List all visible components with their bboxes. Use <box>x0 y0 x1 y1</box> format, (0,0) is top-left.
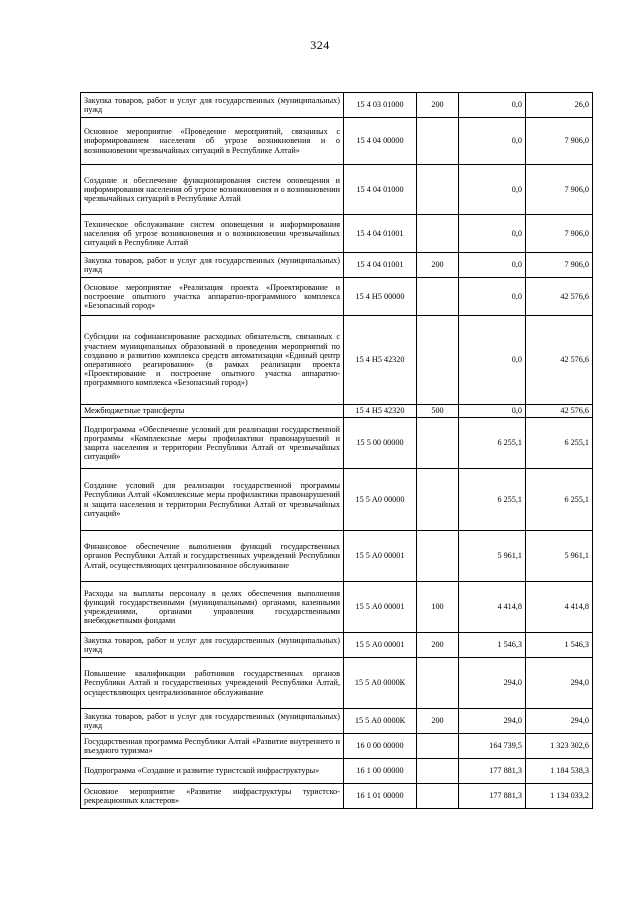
row-kind: 200 <box>417 709 459 734</box>
row-value-2: 7 906,0 <box>526 118 593 165</box>
row-value-2: 1 184 538,3 <box>526 759 593 784</box>
row-value-2: 1 134 033,2 <box>526 784 593 809</box>
row-value-1: 177 881,3 <box>459 784 526 809</box>
row-value-1: 6 255,1 <box>459 418 526 469</box>
row-value-1: 0,0 <box>459 215 526 253</box>
row-code: 15 4 04 01001 <box>344 253 417 278</box>
row-code: 15 4 04 01001 <box>344 215 417 253</box>
row-name: Закупка товаров, работ и услуг для государственных (муниципальных) нужд <box>81 633 344 658</box>
table-row <box>81 118 593 165</box>
row-kind <box>417 734 459 759</box>
row-name: Основное мероприятие «Реализация проекта «Проектирование и построение опытного участка аппаратно-программного комплекса «Безопасный город» <box>81 278 344 316</box>
row-name: Создание условий для реализации государственной программы Республики Алтай «Комплексные меры профилактики правонарушений и защита населения и территории Республики Алтай от чрезвычайных ситуаций» <box>81 469 344 531</box>
row-code: 15 5 А0 00001 <box>344 633 417 658</box>
row-kind <box>417 759 459 784</box>
row-value-1: 294,0 <box>459 709 526 734</box>
row-value-1: 0,0 <box>459 93 526 118</box>
row-value-2: 4 414,8 <box>526 582 593 633</box>
row-value-1: 0,0 <box>459 278 526 316</box>
row-kind <box>417 469 459 531</box>
table-row <box>81 582 593 633</box>
row-value-2: 7 906,0 <box>526 253 593 278</box>
row-code: 15 5 А0 00001 <box>344 582 417 633</box>
row-code: 15 5 А0 00001 <box>344 531 417 582</box>
row-name: Субсидии на софинансирование расходных обязательств, связанных с участием муниципальных образований в проведении мероприятий по созданию и развитию комплекса средств автоматизации «Единый центр оперативного реагирования» (в рамках реализации проекта «Проектирование и построение опытного участка аппаратно-программного комплекса «Безопасный город») <box>81 316 344 405</box>
row-name: Основное мероприятие «Проведение мероприятий, связанных с информированием населения об угрозе возникновения и о возникновении чрезвычайных ситуаций в Республике Алтай» <box>81 118 344 165</box>
row-kind: 200 <box>417 253 459 278</box>
row-kind: 100 <box>417 582 459 633</box>
row-value-2: 294,0 <box>526 658 593 709</box>
row-name: Закупка товаров, работ и услуг для государственных (муниципальных) нужд <box>81 93 344 118</box>
row-value-1: 1 546,3 <box>459 633 526 658</box>
row-value-2: 5 961,1 <box>526 531 593 582</box>
row-value-2: 42 576,6 <box>526 405 593 418</box>
row-kind <box>417 118 459 165</box>
row-value-1: 5 961,1 <box>459 531 526 582</box>
row-value-1: 294,0 <box>459 658 526 709</box>
row-code: 15 4 04 00000 <box>344 118 417 165</box>
row-value-1: 164 739,5 <box>459 734 526 759</box>
page-number: 324 <box>310 38 330 52</box>
row-name: Государственная программа Республики Алтай «Развитие внутреннего и въездного туризма» <box>81 734 344 759</box>
table-row <box>81 633 593 658</box>
row-kind <box>417 316 459 405</box>
row-name: Закупка товаров, работ и услуг для государственных (муниципальных) нужд <box>81 709 344 734</box>
row-value-2: 7 906,0 <box>526 215 593 253</box>
table-row <box>81 215 593 253</box>
row-name: Расходы на выплаты персоналу в целях обеспечения выполнения функций государственными (муниципальными) органами, казенными учреждениями, органами управления государственными внебюджетными фондами <box>81 582 344 633</box>
row-value-1: 0,0 <box>459 316 526 405</box>
row-code: 15 5 А0 00000 <box>344 469 417 531</box>
row-name: Подпрограмма «Обеспечение условий для реализации государственной программы «Комплексные меры профилактики правонарушений и защита населения и территории Республики Алтай от чрезвычайных ситуаций» <box>81 418 344 469</box>
row-value-2: 7 906,0 <box>526 165 593 215</box>
table-row <box>81 405 593 418</box>
row-name: Техническое обслуживание систем оповещения и информирования населения об угрозе возникновения и о возникновении чрезвычайных ситуаций в Республике Алтай <box>81 215 344 253</box>
row-value-2: 42 576,6 <box>526 316 593 405</box>
row-kind <box>417 165 459 215</box>
table-row <box>81 784 593 809</box>
table-row <box>81 658 593 709</box>
row-name: Основное мероприятие «Развитие инфраструктуры туристско-рекреационных кластеров» <box>81 784 344 809</box>
row-value-2: 294,0 <box>526 709 593 734</box>
row-code: 15 4 Н5 00000 <box>344 278 417 316</box>
row-kind <box>417 784 459 809</box>
table-row <box>81 316 593 405</box>
row-name: Межбюджетные трансферты <box>81 405 344 418</box>
row-value-2: 1 546,3 <box>526 633 593 658</box>
row-name: Финансовое обеспечение выполнения функций государственных органов Республики Алтай и государственных учреждений Республики Алтай, осуществляющих централизованное обслуживание <box>81 531 344 582</box>
row-value-1: 0,0 <box>459 118 526 165</box>
table-row <box>81 709 593 734</box>
row-kind: 200 <box>417 633 459 658</box>
row-code: 15 4 04 01000 <box>344 165 417 215</box>
budget-table <box>80 92 593 809</box>
row-code: 15 5 А0 0000К <box>344 709 417 734</box>
row-code: 15 4 Н5 42320 <box>344 316 417 405</box>
row-value-2: 26,0 <box>526 93 593 118</box>
row-name: Подпрограмма «Создание и развитие туристской инфраструктуры» <box>81 759 344 784</box>
row-code: 15 4 Н5 42320 <box>344 405 417 418</box>
row-value-2: 6 255,1 <box>526 469 593 531</box>
table-row <box>81 253 593 278</box>
row-value-1: 177 881,3 <box>459 759 526 784</box>
row-value-2: 6 255,1 <box>526 418 593 469</box>
table-row <box>81 278 593 316</box>
row-value-1: 0,0 <box>459 253 526 278</box>
row-kind <box>417 418 459 469</box>
row-kind: 500 <box>417 405 459 418</box>
row-code: 16 1 01 00000 <box>344 784 417 809</box>
row-code: 15 5 А0 0000К <box>344 658 417 709</box>
row-code: 15 4 03 01000 <box>344 93 417 118</box>
row-value-2: 42 576,6 <box>526 278 593 316</box>
row-kind <box>417 278 459 316</box>
row-kind <box>417 658 459 709</box>
row-value-1: 4 414,8 <box>459 582 526 633</box>
row-kind <box>417 531 459 582</box>
table-row <box>81 531 593 582</box>
row-code: 16 1 00 00000 <box>344 759 417 784</box>
row-name: Повышение квалификации работников государственных органов Республики Алтай и государственных учреждений Республики Алтай, осуществляющих централизованное обслуживание <box>81 658 344 709</box>
row-value-1: 6 255,1 <box>459 469 526 531</box>
row-kind: 200 <box>417 93 459 118</box>
table-row <box>81 759 593 784</box>
row-name: Создание и обеспечение функционирования систем оповещения и информирования населения об угрозе возникновения и о возникновении чрезвычайных ситуаций в Республике Алтай <box>81 165 344 215</box>
table-row <box>81 165 593 215</box>
row-value-1: 0,0 <box>459 165 526 215</box>
row-code: 16 0 00 00000 <box>344 734 417 759</box>
table-row <box>81 469 593 531</box>
table-row <box>81 93 593 118</box>
row-value-2: 1 323 302,6 <box>526 734 593 759</box>
row-name: Закупка товаров, работ и услуг для государственных (муниципальных) нужд <box>81 253 344 278</box>
row-value-1: 0,0 <box>459 405 526 418</box>
table-row <box>81 734 593 759</box>
row-code: 15 5 00 00000 <box>344 418 417 469</box>
row-kind <box>417 215 459 253</box>
table-row <box>81 418 593 469</box>
